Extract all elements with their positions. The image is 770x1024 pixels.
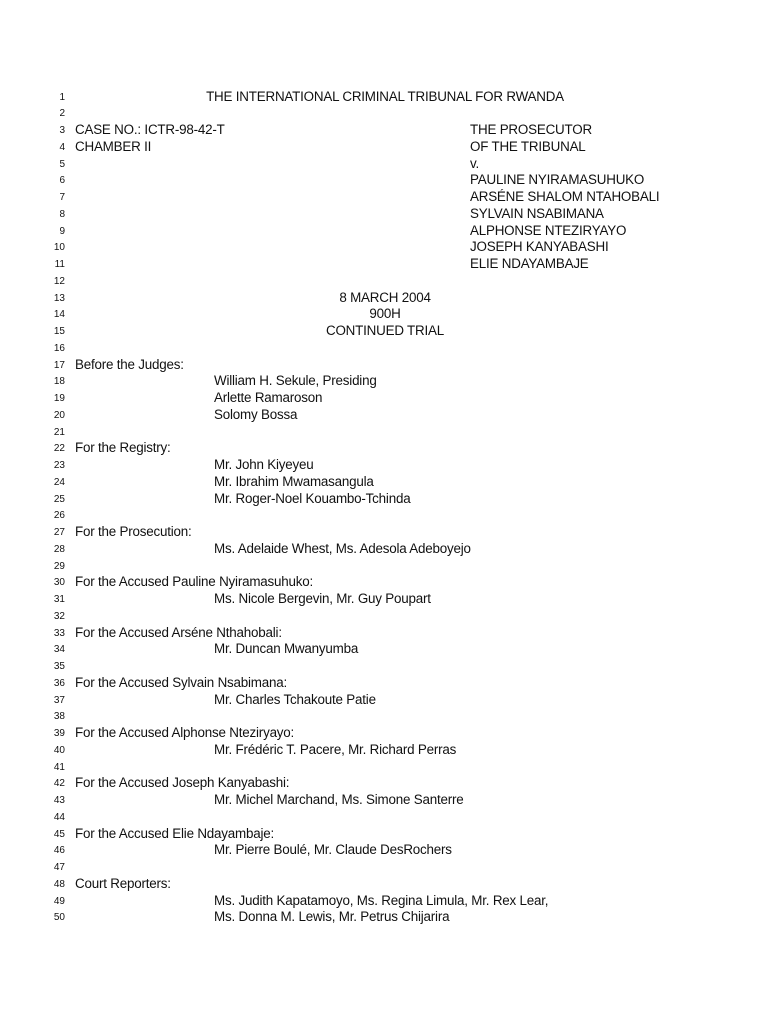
tribunal-title: THE INTERNATIONAL CRIMINAL TRIBUNAL FOR RWANDA <box>206 88 564 104</box>
line-number: 5 <box>59 158 65 170</box>
transcript-line <box>0 188 770 205</box>
transcript-line <box>0 892 770 909</box>
line-number: 1 <box>59 91 65 103</box>
defence-names: Ms. Nicole Bergevin, Mr. Guy Poupart <box>214 591 431 606</box>
transcript-line <box>0 590 770 607</box>
line-number: 18 <box>53 376 65 388</box>
transcript-line <box>0 774 770 791</box>
party-name: v. <box>470 155 480 171</box>
line-number: 40 <box>53 744 65 756</box>
transcript-line <box>0 674 770 691</box>
line-number: 47 <box>53 862 65 873</box>
line-number: 41 <box>53 761 65 773</box>
line-number: 48 <box>53 878 65 890</box>
transcript-line <box>0 490 770 507</box>
transcript-line <box>0 305 770 322</box>
defence-label: For the Accused Elie Ndayambaje: <box>75 825 275 841</box>
transcript-line <box>0 741 770 758</box>
line-number: 16 <box>53 342 65 354</box>
transcript-line <box>0 624 770 641</box>
line-number: 50 <box>53 912 65 924</box>
defence-names: Mr. Michel Marchand, Ms. Simone Santerre <box>214 792 464 807</box>
line-number: 7 <box>59 192 65 203</box>
judges-label: Before the Judges: <box>75 356 184 372</box>
defence-names: Mr. Pierre Boulé, Mr. Claude DesRochers <box>214 842 452 858</box>
defence-names: Mr. Charles Tchakoute Patie <box>214 691 376 707</box>
defence-label: For the Accused Joseph Kanyabashi: <box>75 775 290 791</box>
line-number: 22 <box>53 443 65 455</box>
defence-label: For the Accused Alphonse Nteziryayo: <box>75 725 295 740</box>
line-number: 10 <box>53 242 65 254</box>
transcript-line <box>0 456 770 473</box>
line-number: 2 <box>59 108 65 120</box>
case-number: CASE NO.: ICTR-98-42-T <box>75 122 225 137</box>
transcript-line <box>0 540 770 557</box>
registry-label: For the Registry: <box>75 440 171 456</box>
transcript-line <box>0 724 770 741</box>
transcript-line <box>0 825 770 842</box>
prosecution-names: Ms. Adelaide Whest, Ms. Adesola Adeboyejo <box>214 540 471 556</box>
line-number: 32 <box>53 610 65 622</box>
line-number: 6 <box>59 175 65 187</box>
line-number: 12 <box>53 275 65 287</box>
line-number: 49 <box>53 895 65 907</box>
registry-name: Mr. Roger-Noel Kouambo-Tchinda <box>214 490 411 506</box>
line-number: 46 <box>53 845 65 857</box>
transcript-line <box>0 691 770 708</box>
transcript-line <box>0 155 770 172</box>
transcript-line <box>0 791 770 808</box>
party-name: JOSEPH KANYABASHI <box>470 239 609 255</box>
transcript-line <box>0 322 770 339</box>
transcript-line <box>0 121 770 138</box>
transcript-line <box>0 808 770 825</box>
line-number: 33 <box>53 627 65 639</box>
session-time: 900H <box>369 306 401 322</box>
line-number: 25 <box>53 493 65 505</box>
party-name: OF THE TRIBUNAL <box>470 138 586 154</box>
line-number: 37 <box>53 694 65 706</box>
transcript-line <box>0 707 770 724</box>
line-number: 31 <box>53 594 65 605</box>
line-number: 45 <box>53 828 65 840</box>
transcript-line <box>0 222 770 239</box>
line-number: 42 <box>53 778 65 790</box>
line-number: 21 <box>53 426 65 438</box>
transcript-line <box>0 339 770 356</box>
transcript-line <box>0 841 770 858</box>
transcript-line <box>0 908 770 925</box>
transcript-line <box>0 473 770 490</box>
line-number: 30 <box>53 577 65 589</box>
session-date: 8 MARCH 2004 <box>339 289 431 305</box>
transcript-line <box>0 557 770 574</box>
transcript-line <box>0 372 770 389</box>
defence-label: For the Accused Sylvain Nsabimana: <box>75 674 288 690</box>
line-number: 44 <box>53 811 65 823</box>
line-number: 34 <box>53 644 65 656</box>
party-name: ARSÉNE SHALOM NTAHOBALI <box>470 189 660 204</box>
transcript-line <box>0 875 770 892</box>
transcript-line <box>0 205 770 222</box>
transcript-line <box>0 289 770 306</box>
line-number: 11 <box>54 259 65 270</box>
line-number: 23 <box>53 460 65 471</box>
line-number: 15 <box>53 326 65 337</box>
reporters-label: Court Reporters: <box>75 875 171 891</box>
party-name: ELIE NDAYAMBAJE <box>470 256 589 271</box>
transcript-line <box>0 255 770 272</box>
judge-name: William H. Sekule, Presiding <box>214 373 377 389</box>
transcript-line <box>0 758 770 775</box>
party-name: ALPHONSE NTEZIRYAYO <box>470 222 627 238</box>
transcript-line <box>0 88 770 105</box>
defence-label: For the Accused Pauline Nyiramasuhuko: <box>75 574 314 590</box>
reporter-names: Ms. Judith Kapatamoyo, Ms. Regina Limula, Mr. Rex Lear, <box>214 892 549 908</box>
judge-name: Solomy Bossa <box>214 406 298 422</box>
transcript-line <box>0 238 770 255</box>
defence-names: Mr. Duncan Mwanyumba <box>214 641 359 657</box>
line-number: 4 <box>59 141 65 153</box>
transcript-line <box>0 138 770 155</box>
line-number: 43 <box>53 795 65 806</box>
line-number: 35 <box>53 661 65 672</box>
registry-name: Mr. Ibrahim Mwamasangula <box>214 473 374 489</box>
line-number: 27 <box>53 527 65 538</box>
line-number: 19 <box>53 393 65 404</box>
line-number: 39 <box>53 728 65 739</box>
line-number: 26 <box>53 510 65 522</box>
transcript-line <box>0 858 770 875</box>
defence-label: For the Accused Arséne Nthahobali: <box>75 624 282 640</box>
transcript-line <box>0 657 770 674</box>
line-number: 17 <box>53 359 65 371</box>
prosecution-label: For the Prosecution: <box>75 524 192 539</box>
line-number: 38 <box>53 711 65 723</box>
transcript-line <box>0 523 770 540</box>
transcript-line <box>0 104 770 121</box>
party-name: SYLVAIN NSABIMANA <box>470 205 604 221</box>
transcript-line <box>0 640 770 657</box>
line-number: 3 <box>59 125 65 136</box>
line-number: 28 <box>53 543 65 555</box>
transcript-line <box>0 171 770 188</box>
defence-names: Mr. Frédéric T. Pacere, Mr. Richard Perras <box>214 741 457 757</box>
judge-name: Arlette Ramaroson <box>214 390 323 405</box>
transcript-line <box>0 607 770 624</box>
transcript-line <box>0 389 770 406</box>
party-name: PAULINE NYIRAMASUHUKO <box>470 172 645 188</box>
line-number: 24 <box>53 476 65 488</box>
transcript-line <box>0 573 770 590</box>
transcript-line <box>0 356 770 373</box>
line-number: 20 <box>53 409 65 421</box>
line-number: 13 <box>53 292 65 304</box>
registry-name: Mr. John Kiyeyeu <box>214 457 314 472</box>
transcript-line <box>0 423 770 440</box>
transcript-line <box>0 506 770 523</box>
transcript-line <box>0 272 770 289</box>
line-number: 8 <box>59 208 65 220</box>
transcript-line <box>0 406 770 423</box>
line-number: 14 <box>53 309 65 321</box>
transcript-line <box>0 439 770 456</box>
reporter-names: Ms. Donna M. Lewis, Mr. Petrus Chijarira <box>214 909 450 925</box>
line-number: 29 <box>53 560 65 572</box>
session-type: CONTINUED TRIAL <box>325 323 445 338</box>
party-name: THE PROSECUTOR <box>470 122 592 137</box>
chamber: CHAMBER II <box>75 138 152 154</box>
line-number: 36 <box>53 677 65 689</box>
line-number: 9 <box>59 225 65 237</box>
